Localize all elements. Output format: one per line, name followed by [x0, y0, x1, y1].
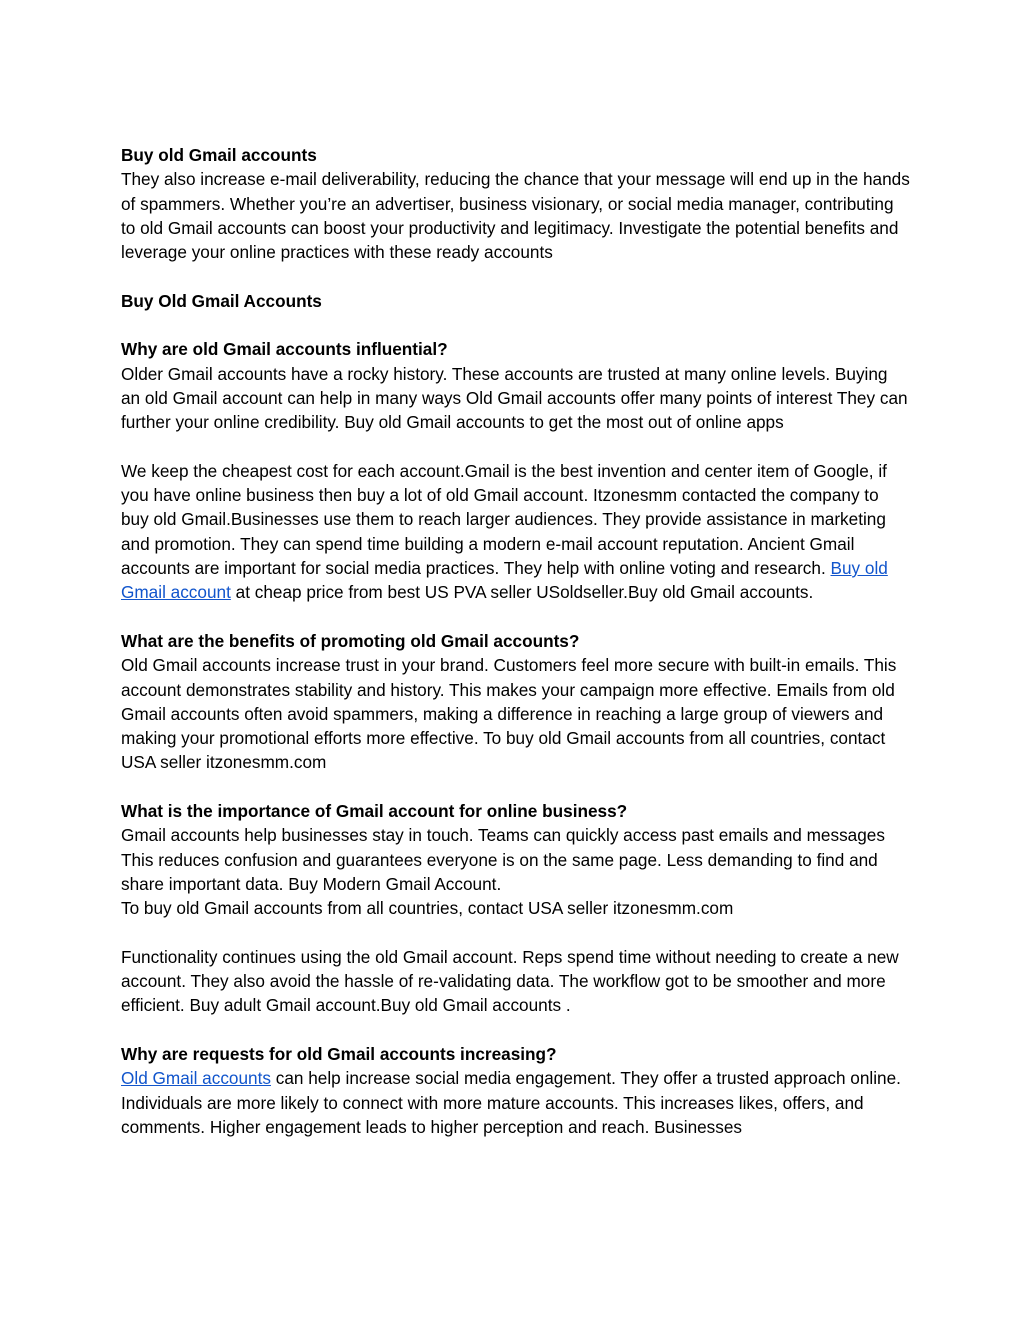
- paragraph-text-after-link: can help increase social media engagement. They offer a trusted approach online. Individuals are more likely to connect with more mature accounts. This increases likes, offers, and comments. Higher engagement leads to higher perception and reach. Businesses: [121, 1068, 901, 1137]
- section-heading-requests-increasing: Why are requests for old Gmail accounts increasing?: [121, 1043, 557, 1064]
- spacer: [121, 921, 911, 945]
- spacer: [121, 435, 911, 459]
- section-heading-buy-old-gmail: Buy old Gmail accounts: [121, 145, 317, 165]
- section-heading-influential: Why are old Gmail accounts influential?: [121, 339, 448, 360]
- paragraph-contact-seller: To buy old Gmail accounts from all countries, contact USA seller itzonesmm.com: [121, 898, 734, 919]
- section-heading-buy-old-gmail-accounts: Buy Old Gmail Accounts: [121, 290, 322, 311]
- paragraph-importance: Gmail accounts help businesses stay in touch. Teams can quickly access past emails and messages This reduces confusion and guarantees everyone is on the same page. Less demanding to find and share important data. Buy Modern Gmail Account.: [121, 825, 885, 894]
- spacer: [121, 605, 911, 629]
- section-heading-importance: What is the importance of Gmail account for online business?: [121, 801, 628, 822]
- old-gmail-accounts-link[interactable]: Old Gmail accounts: [121, 1068, 271, 1089]
- paragraph-text-before-link: We keep the cheapest cost for each account.Gmail is the best invention and center item of Google, if you have online business then buy a lot of old Gmail account. Itzonesmm contacted the company to buy old Gmail.Businesses use them to reach larger audiences. They provide assistance in marketing and promotion. They can spend time building a modern e-mail account reputation. Ancient Gmail accounts are important for social media practices. They help with online voting and research.: [121, 460, 887, 579]
- paragraph-benefits: Old Gmail accounts increase trust in your brand. Customers feel more secure with built-in emails. This account demonstrates stability and history. This makes your campaign more effective. Emails from old Gmail accounts often avoid spammers, making a difference in reaching a large group of viewers and making your promotional efforts more effective. To buy old Gmail accounts from all countries, contact USA seller itzonesmm.com: [121, 655, 897, 773]
- paragraph-text-after-link: at cheap price from best US PVA seller USoldseller.Buy old Gmail accounts.: [230, 582, 814, 603]
- spacer: [121, 1018, 911, 1042]
- section-heading-benefits: What are the benefits of promoting old Gmail accounts?: [121, 630, 580, 651]
- paragraph-deliverability: They also increase e-mail deliverability, reducing the chance that your message will end up in the hands of spammers. Whether you’re an advertiser, business visionary, or social media manager, contributing to old Gmail accounts can boost your productivity and legitimacy. Investigate the potential benefits and leverage your online practices with these ready accounts: [121, 169, 910, 263]
- document-page: [121, 143, 911, 1139]
- paragraph-functionality: Functionality continues using the old Gmail account. Reps spend time without needing to create a new account. They also avoid the hassle of re-validating data. The workflow got to be smoother and more efficient. Buy adult Gmail account.Buy old Gmail accounts .: [121, 946, 899, 1016]
- paragraph-cheapest-cost: [121, 459, 911, 605]
- spacer: [121, 775, 911, 799]
- spacer: [121, 313, 911, 337]
- spacer: [121, 264, 911, 288]
- paragraph-older-accounts: Older Gmail accounts have a rocky history. These accounts are trusted at many online levels. Buying an old Gmail account can help in many ways Old Gmail accounts offer many points of interest They can further your online credibility. Buy old Gmail accounts to get the most out of online apps: [121, 363, 908, 433]
- buy-old-gmail-account-link[interactable]: Buy old Gmail account: [121, 558, 888, 603]
- paragraph-engagement: [121, 1066, 911, 1139]
